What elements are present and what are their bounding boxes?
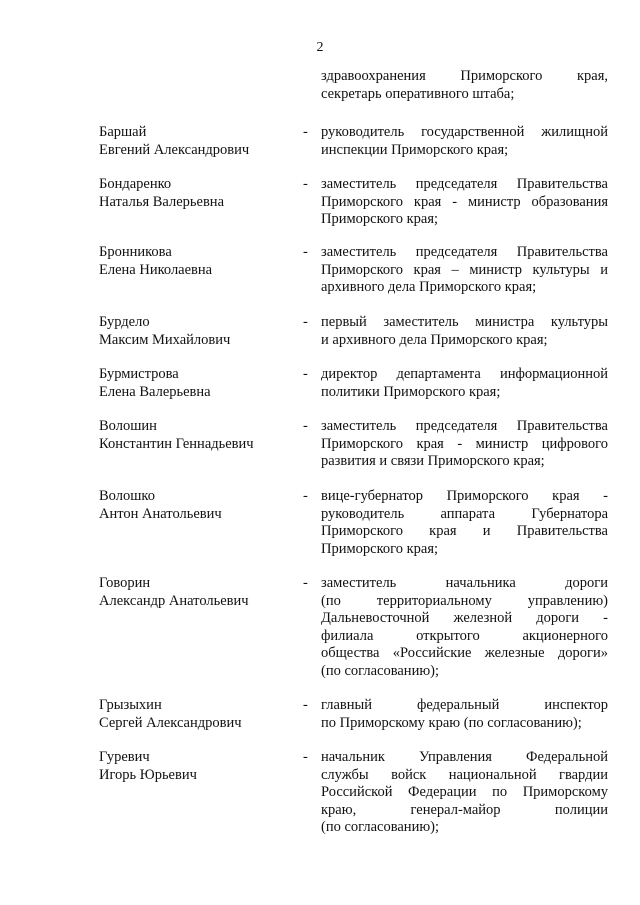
surname: Говорин	[99, 575, 151, 591]
given-names: Евгений Александрович	[99, 141, 250, 158]
role-text	[321, 749, 608, 837]
role-line: главный федеральный инспектор	[321, 697, 608, 713]
member-name	[99, 366, 299, 401]
given-names: Константин Геннадьевич	[99, 435, 254, 452]
given-names: Елена Николаевна	[99, 261, 213, 278]
role-line: Приморского края и Правительства	[321, 523, 608, 539]
surname: Волошко	[99, 488, 155, 504]
role-line: (по согласованию);	[321, 662, 440, 679]
role-text	[321, 314, 608, 349]
member-name	[99, 124, 299, 159]
member-name	[99, 418, 299, 453]
given-names: Максим Михайлович	[99, 331, 231, 348]
role-line: общества «Российские железные дороги»	[321, 645, 608, 661]
separator-dash: -	[303, 749, 308, 765]
role-line: (по согласованию);	[321, 819, 440, 835]
separator-dash: -	[303, 697, 308, 713]
role-line: заместитель начальника дороги	[321, 575, 608, 591]
given-names: Александр Анатольевич	[99, 592, 249, 609]
role-line: начальник Управления Федеральной	[321, 749, 608, 765]
role-line: архивного дела Приморского края;	[321, 279, 537, 295]
role-line: Приморского края - министр цифрового	[321, 435, 608, 452]
role-line: здравоохранения Приморского края,	[321, 68, 608, 84]
role-text	[321, 418, 608, 471]
role-line: Приморского края – министр культуры и	[321, 261, 608, 278]
role-line: Приморского края;	[321, 540, 439, 557]
role-line: политики Приморского края;	[321, 383, 501, 400]
role-text	[321, 68, 608, 103]
role-line: заместитель председателя Правительства	[321, 176, 608, 192]
given-names: Наталья Валерьевна	[99, 193, 224, 210]
role-text	[321, 697, 608, 732]
separator-dash: -	[303, 244, 308, 260]
given-names: Антон Анатольевич	[99, 505, 222, 522]
role-line: Российской Федерации по Приморскому	[321, 784, 608, 800]
member-name	[99, 749, 299, 784]
surname: Бронникова	[99, 244, 172, 260]
role-text	[321, 124, 608, 159]
separator-dash: -	[303, 488, 308, 504]
member-name	[99, 488, 299, 523]
role-line: и архивного дела Приморского края;	[321, 331, 548, 348]
role-line: Дальневосточной железной дороги -	[321, 610, 608, 626]
role-line: руководитель государственной жилищной	[321, 124, 608, 140]
role-line: первый заместитель министра культуры	[321, 314, 608, 330]
role-line: инспекции Приморского края;	[321, 141, 509, 158]
member-name	[99, 244, 299, 279]
role-line: директор департамента информационной	[321, 366, 608, 382]
role-line: вице-губернатор Приморского края -	[321, 488, 608, 504]
given-names: Игорь Юрьевич	[99, 766, 197, 783]
separator-dash: -	[303, 314, 308, 330]
given-names: Сергей Александрович	[99, 714, 242, 731]
role-line: краю, генерал-майор полиции	[321, 801, 608, 818]
surname: Бондаренко	[99, 176, 172, 192]
role-line: (по территориальному управлению)	[321, 592, 608, 609]
role-line: филиала открытого акционерного	[321, 627, 608, 644]
role-line: секретарь оперативного штаба;	[321, 85, 515, 102]
role-line: службы войск национальной гвардии	[321, 766, 608, 783]
role-text	[321, 244, 608, 297]
surname: Баршай	[99, 124, 147, 140]
surname: Бурдело	[99, 314, 150, 330]
role-line: Приморского края - министр образования	[321, 193, 608, 210]
member-name	[99, 176, 299, 211]
surname: Бурмистрова	[99, 366, 179, 382]
surname: Гуревич	[99, 749, 150, 765]
separator-dash: -	[303, 575, 308, 591]
member-name	[99, 575, 299, 610]
separator-dash: -	[303, 124, 308, 140]
role-line: развития и связи Приморского края;	[321, 453, 545, 469]
role-line: руководитель аппарата Губернатора	[321, 505, 608, 522]
surname: Грызыхин	[99, 697, 162, 713]
surname: Волошин	[99, 418, 157, 434]
member-name	[99, 314, 299, 349]
member-name	[99, 697, 299, 732]
separator-dash: -	[303, 418, 308, 434]
given-names: Елена Валерьевна	[99, 383, 211, 400]
role-text	[321, 575, 608, 680]
role-text	[321, 176, 608, 229]
separator-dash: -	[303, 176, 308, 192]
role-line: заместитель председателя Правительства	[321, 244, 608, 260]
page-number: 2	[316, 40, 324, 55]
role-line: заместитель председателя Правительства	[321, 418, 608, 434]
role-text	[321, 488, 608, 558]
role-line: по Приморскому краю (по согласованию);	[321, 714, 582, 731]
role-line: Приморского края;	[321, 211, 439, 227]
separator-dash: -	[303, 366, 308, 382]
role-text	[321, 366, 608, 401]
